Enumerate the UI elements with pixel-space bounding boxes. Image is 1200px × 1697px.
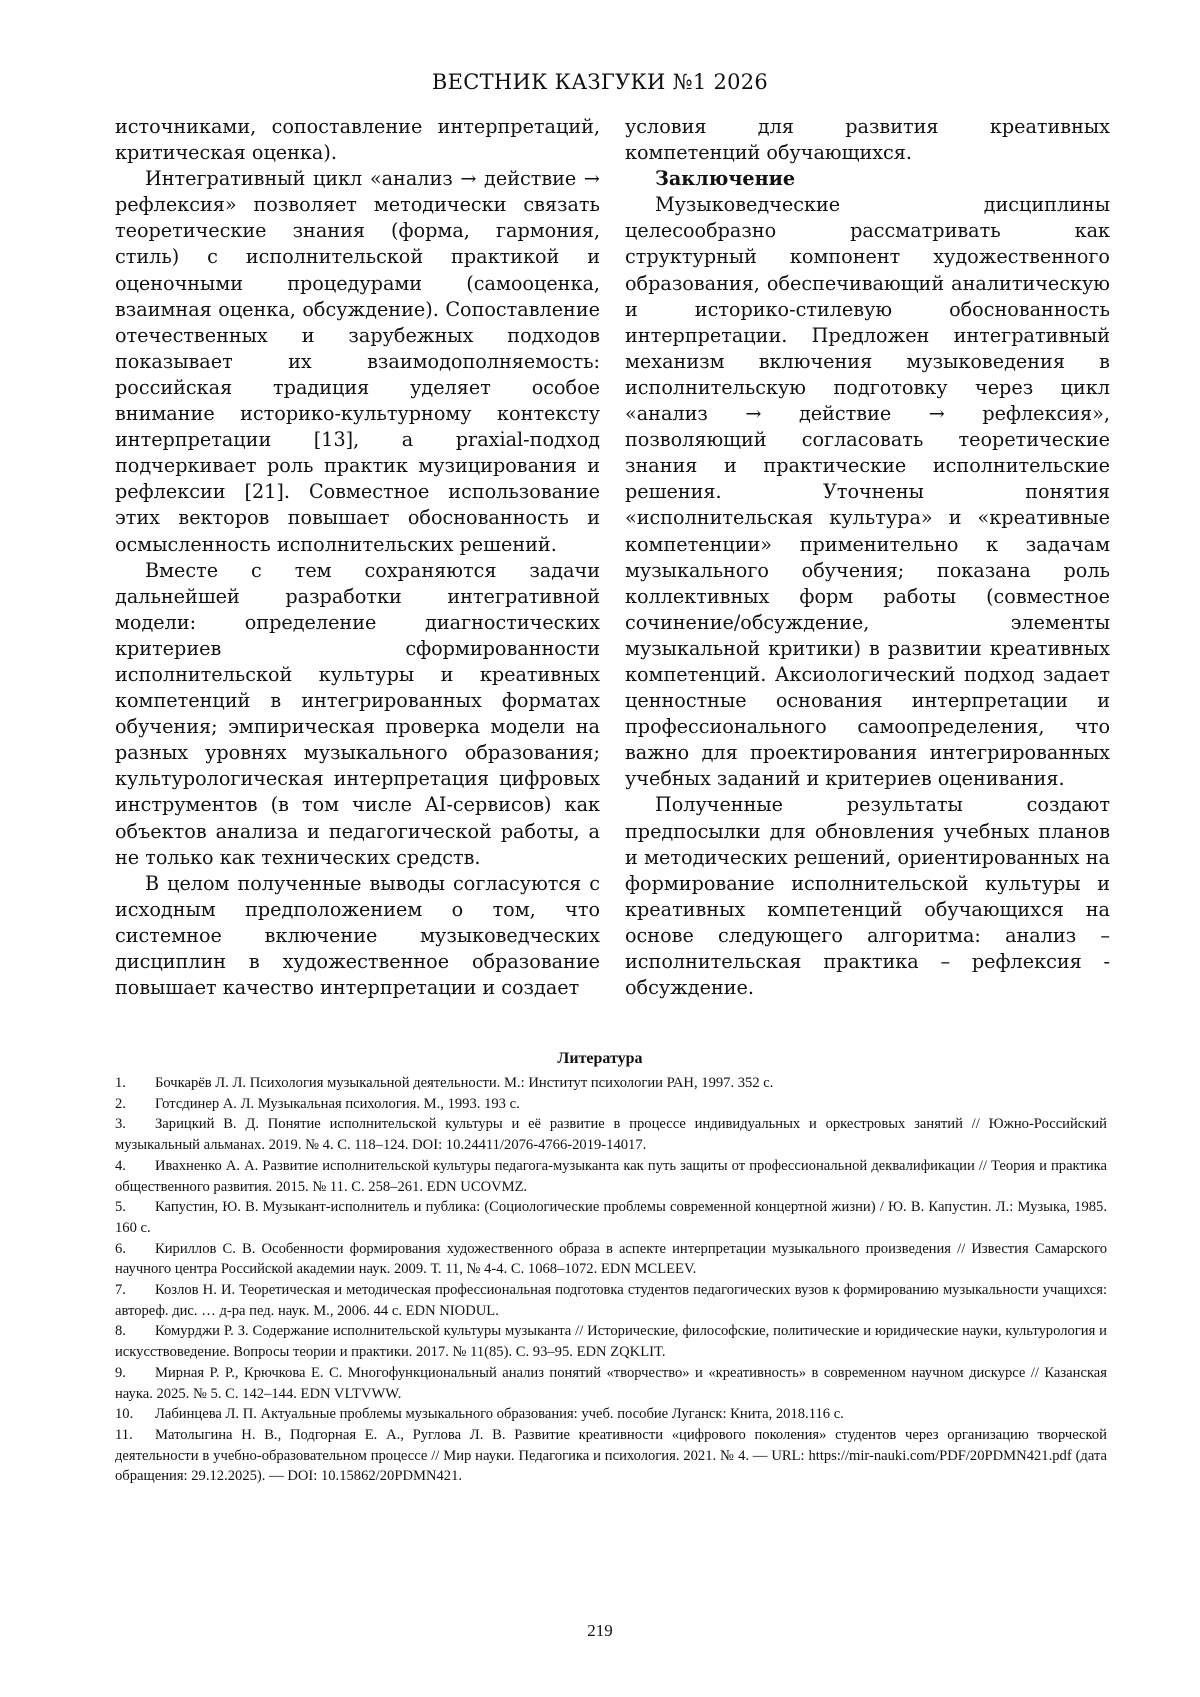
- reference-text: Зарицкий В. Д. Понятие исполнительской культуры и её развитие в процессе индивидуальных и оркестровых занятий // Южно-Российский музыкальный альманах. 2019. № 4. С. 118–124. DOI: 10.24411/2076-4766-2019-14017.: [115, 1116, 1107, 1154]
- paragraph: Интегративный цикл «анализ → действие → рефлексия» позволяет методически связать теоретические знания (форма, гармония, стиль) с исполнительской практикой и оценочными процедурами (самооценка, взаимная оценка, обсуждение). Сопоставление отечественных и зарубежных подходов показывает их взаимодополняемость: российская традиция уделяет особое внимание историко-культурному контексту интерпретации [13], а praxial-подход подчеркивает роль практик музицирования и рефлексии [21]. Совместное использование этих векторов повышает обоснованность и осмысленность исполнительских решений.: [115, 167, 600, 556]
- reference-text: Ивахненко А. А. Развитие исполнительской культуры педагога-музыканта как путь защиты от профессиональной деквалификации // Теория и практика общественного развития. 2015. № 11. С. 258–261. EDN UCOVMZ.: [115, 1157, 1107, 1195]
- section-heading: Заключение: [655, 167, 796, 191]
- paragraph: Вместе с тем сохраняются задачи дальнейшей разработки интегративной модели: определение диагностических критериев сформированности исполнительской культуры и креативных компетенций в интегрированных форматах обучения; эмпирическая проверка модели на разных уровнях музыкального образования; культурологическая интерпретация цифровых инструментов (в том числе AI-сервисов) как объектов анализа и педагогической работы, а не только как технических средств.: [115, 558, 600, 869]
- reference-number: 10.: [115, 1406, 134, 1423]
- reference-item: [115, 1363, 1107, 1404]
- reference-number: 11.: [115, 1426, 133, 1443]
- paragraph: Музыковедческие дисциплины целесообразно рассматривать как структурный компонент художественного образования, обеспечивающий аналитическую и историко-стилевую обоснованность интерпретации. Предложен интегративный механизм включения музыковедения в исполнительскую подготовку через цикл «анализ → действие → рефлексия», позволяющий согласовать теоретические знания и практические исполнительские решения. Уточнены понятия «исполнительская культура» и «креативные компетенции» применительно к задачам музыкального обучения; показана роль коллективных форм работы (совместное сочинение/обсуждение, элементы музыкальной критики) в развитии креативных компетенций. Аксиологический подход задает ценностные основания интерпретации и профессионального самоопределения, что важно для проектирования интегрированных учебных заданий и критериев оценивания.: [625, 193, 1110, 791]
- reference-number: 6.: [115, 1240, 126, 1257]
- reference-text: Кириллов С. В. Особенности формирования художественного образа в аспекте интерпретации музыкального произведения // Известия Самарского научного центра Российской академии наук. 2009. Т. 11, № 4-4. С. 1068–1072. EDN MCLEEV.: [115, 1240, 1107, 1278]
- reference-text: Мирная Р. Р., Крючкова Е. С. Многофункциональный анализ понятий «творчество» и «креативность» в современном научном дискурсе // Казанская наука. 2025. № 5. С. 142–144. EDN VLTVWW.: [115, 1364, 1107, 1402]
- reference-item: [115, 1156, 1107, 1197]
- reference-item: [115, 1280, 1107, 1321]
- reference-number: 7.: [115, 1282, 126, 1299]
- reference-text: Матолыгина Н. В., Подгорная Е. А., Руглова Л. В. Развитие креативности «цифрового поколения» студентов через организацию творческой деятельности в учебно-образовательном процессе // Мир науки. Педагогика и психология. 2021. № 4. — URL: https://mir-nauki.com/PDF/20PDMN421.pdf (дата обращения: 29.12.2025). — DOI: 10.15862/20PDMN421.: [115, 1426, 1107, 1485]
- paragraph: Полученные результаты создают предпосылки для обновления учебных планов и методических решений, ориентированных на формирование исполнительской культуры и креативных компетенций обучающихся на основе следующего алгоритма: анализ – исполнительская практика – рефлексия - обсуждение.: [625, 793, 1110, 1000]
- paragraph: В целом полученные выводы согласуются с исходным предположением о том, что системное включение музыковедческих дисциплин в художественное образование повышает качество интерпретации и создает: [115, 871, 600, 1000]
- reference-number: 3.: [115, 1116, 126, 1133]
- journal-header: ВЕСТНИК КАЗГУКИ №1 2026: [431, 70, 769, 94]
- reference-list: [115, 1073, 1107, 1487]
- reference-text: Готсдинер А. Л. Музыкальная психология. М., 1993. 193 с.: [155, 1095, 520, 1112]
- reference-number: 9.: [115, 1364, 126, 1381]
- reference-item: [115, 1425, 1107, 1487]
- page-number: 219: [587, 1621, 613, 1640]
- reference-item: [115, 1073, 1107, 1094]
- paragraph: условия для развития креативных компетенций обучающихся.: [625, 115, 1110, 165]
- reference-item: [115, 1197, 1107, 1238]
- reference-number: 2.: [115, 1095, 126, 1112]
- reference-number: 5.: [115, 1199, 126, 1216]
- left-column: [115, 114, 600, 1001]
- reference-text: Капустин, Ю. В. Музыкант-исполнитель и публика: (Социологические проблемы современной концертной жизни) / Ю. В. Капустин. Л.: Музыка, 1985. 160 с.: [115, 1199, 1107, 1236]
- reference-item: [115, 1114, 1107, 1155]
- reference-item: [115, 1404, 1107, 1425]
- reference-text: Лабинцева Л. П. Актуальные проблемы музыкального образования: учеб. пособие Луганск: Книта, 2018.116 с.: [155, 1406, 844, 1423]
- reference-text: Бочкарёв Л. Л. Психология музыкальной деятельности. М.: Институт психологии РАН, 1997. 352 с.: [155, 1075, 774, 1091]
- reference-number: 4.: [115, 1157, 126, 1174]
- reference-text: Козлов Н. И. Теоретическая и методическая профессиональная подготовка студентов педагогических вузов к формированию музыкальности учащихся: автореф. дис. … д-ра пед. наук. М., 2006. 44 с. EDN NIODUL.: [115, 1282, 1107, 1319]
- references-title: Литература: [557, 1050, 643, 1067]
- reference-item: [115, 1094, 1107, 1115]
- reference-number: 8.: [115, 1323, 126, 1340]
- reference-text: Комурджи Р. З. Содержание исполнительской культуры музыканта // Исторические, философские, политические и юридические науки, культурология и искусствоведение. Вопросы теории и практики. 2017. № 11(85). С. 93–95. EDN ZQKLIT.: [115, 1323, 1107, 1361]
- right-column: [625, 114, 1110, 1001]
- reference-number: 1.: [115, 1075, 126, 1091]
- reference-item: [115, 1321, 1107, 1362]
- paragraph: источниками, сопоставление интерпретаций, критическая оценка).: [115, 115, 600, 165]
- reference-item: [115, 1239, 1107, 1280]
